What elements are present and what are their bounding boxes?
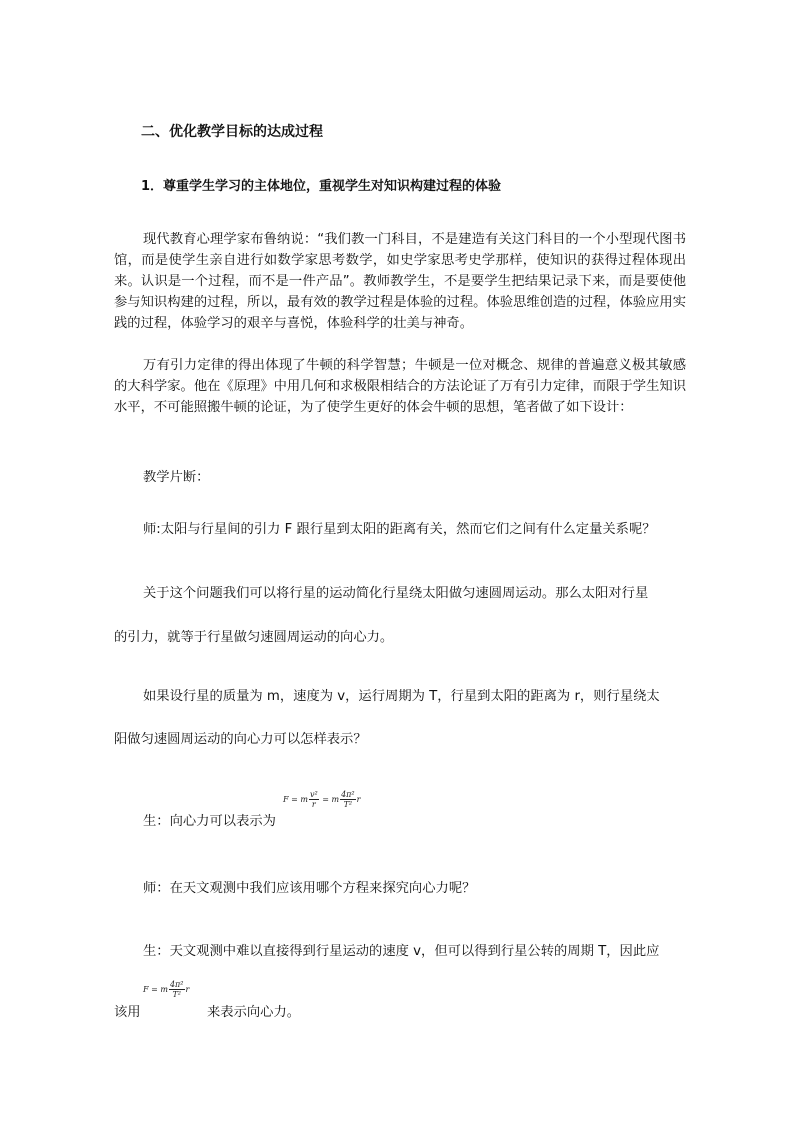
paragraph-setup-line1: 如果设行星的质量为 m，速度为 v，运行周期为 T，行星到太阳的距离为 r，则行星绕太 bbox=[143, 689, 660, 704]
paragraph-newton: 万有引力定律的得出体现了牛顿的科学智慧；牛顿是一位对概念、规律的普遍意义极其敏感的大科学家。他在《原理》中用几何和求极限相结合的方法论证了万有引力定律，而限于学生知识水平，不可能照搬牛顿的论证，为了使学生更好的体会牛顿的思想，笔者做了如下设计： bbox=[114, 358, 686, 415]
teacher-question-2: 师：在天文观测中我们应该用哪个方程来探究向心力呢？ bbox=[143, 881, 476, 896]
formula-centripetal-force: F = m $\frac{\text{v²}}{r}$ = m $\frac{\text{4π²}}{\text{T²}}$ r bbox=[283, 790, 361, 809]
paragraph-setup-line2: 阳做匀速圆周运动的向心力可以怎样表示？ bbox=[114, 732, 367, 747]
teacher-question-1: 师:太阳与行星间的引力 F 跟行星到太阳的距离有关，然而它们之间有什么定量关系呢？ bbox=[143, 522, 656, 537]
section-heading: 二、优化教学目标的达成过程 bbox=[141, 124, 323, 140]
paragraph-simplify-line1: 关于这个问题我们可以将行星的运动简化行星绕太阳做匀速圆周运动。那么太阳对行星 bbox=[143, 586, 649, 601]
paragraph-simplify-line2: 的引力，就等于行星做匀速圆周运动的向心力。 bbox=[114, 630, 394, 645]
student-answer-2-suffix: 来表示向心力。 bbox=[207, 1005, 301, 1020]
formula-period-force: F = m $\frac{\text{4π²}}{\text{T²}}$ r bbox=[143, 980, 190, 999]
fragment-label: 教学片断： bbox=[143, 470, 210, 485]
subsection-heading: 1．尊重学生学习的主体地位，重视学生对知识构建过程的体验 bbox=[141, 179, 502, 194]
student-answer-2-prefix: 该用 bbox=[114, 1005, 141, 1020]
student-answer-1: 生：向心力可以表示为 bbox=[143, 814, 276, 829]
student-answer-2-line1: 生：天文观测中难以直接得到行星运动的速度 v，但可以得到行星公转的周期 T，因此应 bbox=[143, 944, 660, 959]
paragraph-bruner: 现代教育心理学家布鲁纳说：“我们教一门科目，不是建造有关这门科目的一个小型现代图书馆，而是使学生亲自进行如数学家思考数学，如史学家思考史学那样，使知识的获得过程体现出来。认识是一个过程，而不是一件产品”。教师教学生，不是要学生把结果记录下来，而是要使他参与知识构建的过程，所以，最有效的教学过程是体验的过程。体验思维创造的过程，体验应用实践的过程，体验学习的艰辛与喜悦，体验科学的壮美与神奇。 bbox=[114, 232, 686, 331]
